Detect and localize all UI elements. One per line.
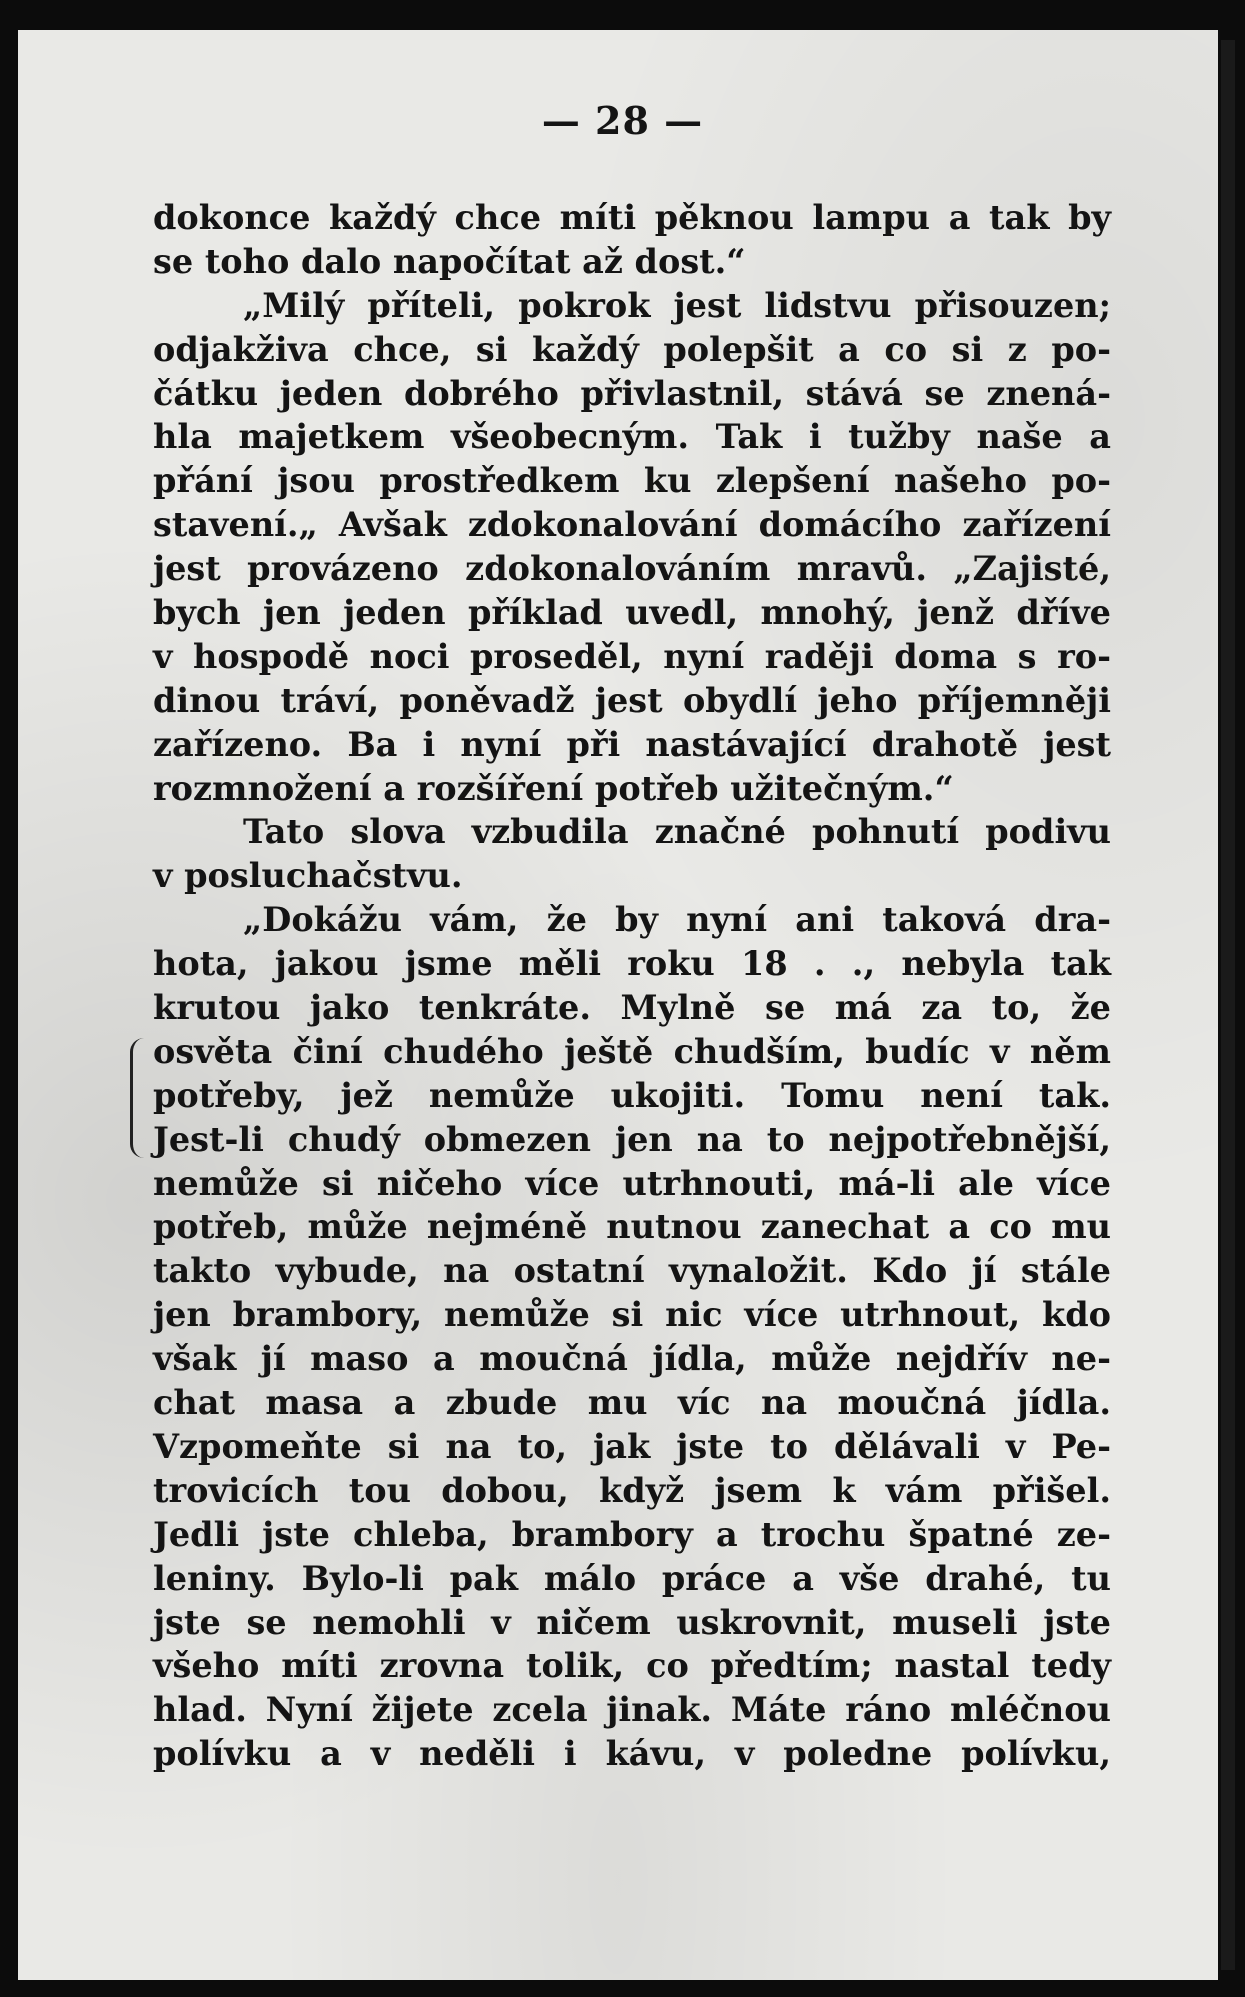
- text-line: jen brambory, nemůže si nic více utrhnout, kdo: [153, 1295, 1111, 1335]
- text-line: polívku a v neděli i kávu, v poledne polívku,: [153, 1734, 1111, 1774]
- text-line: všeho míti zrovna tolik, co předtím; nastal tedy: [153, 1646, 1111, 1686]
- text-line: osvěta činí chudého ještě chudším, budíc v něm: [153, 1031, 1111, 1071]
- text-line: „Milý příteli, pokrok jest lidstvu přisouzen;: [243, 285, 1111, 325]
- text-line: se toho dalo napočítat až dost.“: [153, 241, 746, 281]
- text-line: Tato slova vzbudila značné pohnutí podivu: [243, 812, 1111, 852]
- text-line: hla majetkem všeobecným. Tak i tužby naše a: [153, 417, 1111, 457]
- page-number: — 28 —: [541, 98, 704, 143]
- text-line: v posluchačstvu.: [153, 856, 463, 896]
- text-line: stavení.„ Avšak zdokonalování domácího zařízení: [153, 505, 1111, 545]
- text-line: hlad. Nyní žijete zcela jinak. Máte ráno mléčnou: [153, 1690, 1111, 1730]
- text-line: čátku jeden dobrého přivlastnil, stává se znená-: [153, 373, 1111, 413]
- text-line: jest provázeno zdokonalováním mravů. „Zajisté,: [153, 549, 1111, 589]
- text-line: Vzpomeňte si na to, jak jste to dělávali v Pe-: [153, 1426, 1111, 1466]
- text-line: zařízeno. Ba i nyní při nastávající drahotě jest: [153, 724, 1111, 764]
- text-line: rozmnožení a rozšíření potřeb užitečným.“: [153, 768, 954, 808]
- text-line: krutou jako tenkráte. Mylně se má za to, že: [153, 988, 1111, 1028]
- text-line: potřeb, může nejméně nutnou zanechat a co mu: [153, 1207, 1111, 1247]
- text-line: odjakživa chce, si každý polepšit a co si z po-: [153, 329, 1111, 369]
- text-line: však jí maso a moučná jídla, může nejdřív ne-: [153, 1339, 1111, 1379]
- page-edge-shadow: [1221, 40, 1235, 1970]
- text-line: Jest-li chudý obmezen jen na to nejpotřebnější,: [153, 1119, 1111, 1159]
- text-line: nemůže si ničeho více utrhnouti, má-li ale více: [153, 1163, 1111, 1203]
- text-line: trovicích tou dobou, když jsem k vám přišel.: [153, 1470, 1111, 1510]
- text-line: jste se nemohli v ničem uskrovnit, museli jste: [153, 1602, 1111, 1642]
- text-line: dokonce každý chce míti pěknou lampu a tak by: [153, 198, 1111, 237]
- text-line: chat masa a zbude mu víc na moučná jídla.: [153, 1383, 1111, 1423]
- margin-bracket-mark: [130, 1038, 147, 1158]
- text-line: hota, jakou jsme měli roku 18 . ., nebyla tak: [153, 944, 1111, 984]
- text-line: takto vybude, na ostatní vynaložit. Kdo jí stále: [153, 1251, 1111, 1291]
- text-line: Jedli jste chleba, brambory a trochu špatné ze-: [153, 1514, 1111, 1554]
- text-line: dinou tráví, poněvadž jest obydlí jeho příjemněji: [153, 680, 1111, 720]
- text-line: v hospodě noci proseděl, nyní raději doma s ro-: [153, 636, 1111, 676]
- text-line: „Dokážu vám, že by nyní ani taková dra-: [243, 900, 1111, 940]
- body-text: [153, 196, 1111, 1776]
- text-line: bych jen jeden příklad uvedl, mnohý, jenž dříve: [153, 593, 1111, 633]
- text-line: potřeby, jež nemůže ukojiti. Tomu není tak.: [153, 1075, 1111, 1115]
- text-line: přání jsou prostředkem ku zlepšení našeho po-: [153, 461, 1111, 501]
- text-line: leniny. Bylo-li pak málo práce a vše drahé, tu: [153, 1558, 1111, 1598]
